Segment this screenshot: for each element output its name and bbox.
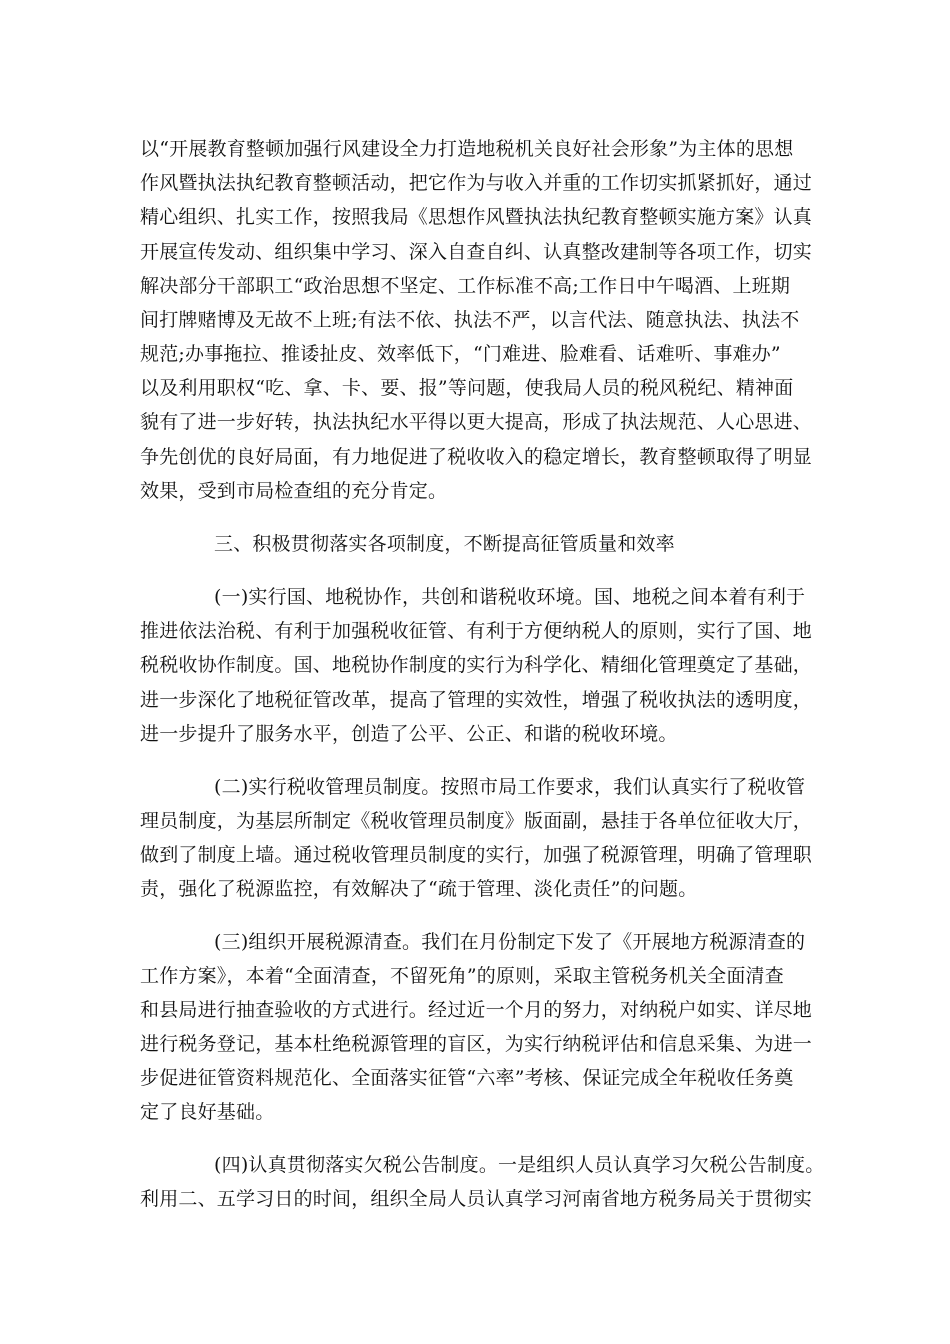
text-line: 进行税务登记，基本杜绝税源管理的盲区，为实行纳税评估和信息采集、为进一: [140, 1033, 813, 1055]
text-line: 和县局进行抽查验收的方式进行。经过近一个月的努力，对纳税户如实、详尽地: [140, 999, 813, 1021]
text-line: 以及利用职权“吃、拿、卡、要、报”等问题，使我局人员的税风税纪、精神面: [140, 377, 794, 399]
text-line: 工作方案》，本着“全面清查，不留死角”的原则，采取主管税务机关全面清查: [140, 965, 784, 987]
text-line: 利用二、五学习日的时间，组织全局人员认真学习河南省地方税务局关于贯彻实: [140, 1188, 813, 1210]
text-line: 貌有了进一步好转，执法执纪水平得以更大提高，形成了执法规范、人心思进、: [140, 411, 813, 433]
text-line: 效果，受到市局检查组的充分肯定。: [140, 480, 448, 502]
text-line: 税税收协作制度。国、地税协作制度的实行为科学化、精细化管理奠定了基础，: [140, 654, 813, 676]
text-line: 定了良好基础。: [140, 1101, 275, 1123]
text-line: 进一步提升了服务水平，创造了公平、公正、和谐的税收环境。: [140, 723, 678, 745]
text-line: 间打牌赌博及无故不上班;有法不依、执法不严，以言代法、随意执法、执法不: [140, 309, 800, 331]
text-line: 以“开展教育整顿加强行风建设全力打造地税机关良好社会形象”为主体的思想: [140, 138, 794, 160]
text-line: 理员制度，为基层所制定《税收管理员制度》版面副，悬挂于各单位征收大厅，: [140, 810, 813, 832]
text-line: 责，强化了税源监控，有效解决了“疏于管理、淡化责任”的问题。: [140, 878, 698, 900]
section-heading: 三、积极贯彻落实各项制度，不断提高征管质量和效率: [214, 533, 675, 555]
text-line: 争先创优的良好局面，有力地促进了税收收入的稳定增长，教育整顿取得了明显: [140, 446, 813, 468]
text-line: 解决部分干部职工“政治思想不坚定、工作标准不高;工作日中午喝酒、上班期: [140, 275, 791, 297]
text-line: 步促进征管资料规范化、全面落实征管“六率”考核、保证完成全年税收任务奠: [140, 1067, 794, 1089]
text-line: 做到了制度上墙。通过税收管理员制度的实行，加强了税源管理，明确了管理职: [140, 844, 813, 866]
text-line: (三)组织开展税源清查。我们在月份制定下发了《开展地方税源清查的: [214, 931, 806, 953]
text-line: (一)实行国、地税协作，共创和谐税收环境。国、地税之间本着有利于: [214, 586, 806, 608]
text-line: 作风暨执法执纪教育整顿活动，把它作为与收入并重的工作切实抓紧抓好，通过: [140, 172, 813, 194]
text-line: 推进依法治税、有利于加强税收征管、有利于方便纳税人的原则，实行了国、地: [140, 620, 813, 642]
text-line: 进一步深化了地税征管改革，提高了管理的实效性，增强了税收执法的透明度，: [140, 689, 813, 711]
text-line: 开展宣传发动、组织集中学习、深入自查自纠、认真整改建制等各项工作，切实: [140, 241, 813, 263]
text-line: (二)实行税收管理员制度。按照市局工作要求，我们认真实行了税收管: [214, 776, 806, 798]
text-line: (四)认真贯彻落实欠税公告制度。一是组织人员认真学习欠税公告制度。: [214, 1154, 825, 1176]
text-line: 精心组织、扎实工作，按照我局《思想作风暨执法执纪教育整顿实施方案》认真: [140, 206, 813, 228]
text-line: 规范;办事拖拉、推诿扯皮、效率低下，“门难进、脸难看、话难听、事难办”: [140, 343, 781, 365]
